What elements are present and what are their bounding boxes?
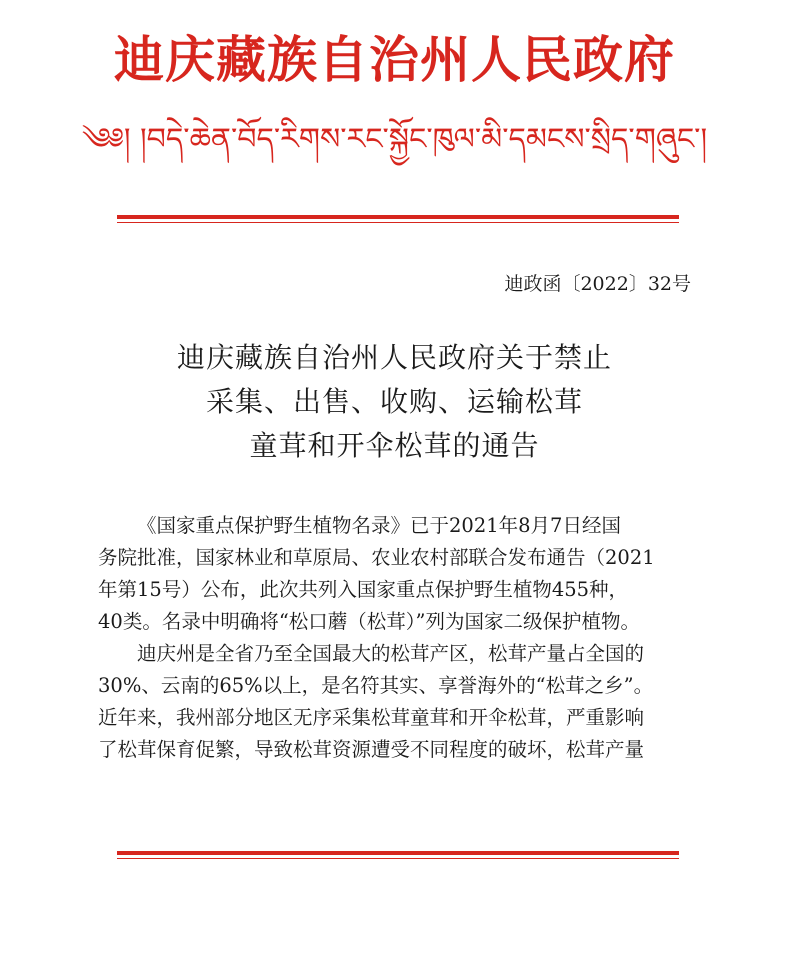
footer-rule-thin [117,858,679,859]
paragraph-line: 近年来，我州部分地区无序采集松茸童茸和开伞松茸，严重影响 [98,706,645,729]
document-body [98,510,694,766]
document-title-line: 迪庆藏族自治州人民政府关于禁止 [176,341,612,374]
paragraph-1 [98,510,694,638]
paragraph-line: 了松茸保育促繁，导致松茸资源遭受不同程度的破坏，松茸产量 [98,738,645,761]
header-rule-thick [117,215,679,219]
document-title [0,336,789,468]
paragraph-line: 迪庆州是全省乃至全国最大的松茸产区，松茸产量占全国的 [137,642,645,665]
paragraph-2 [98,638,694,766]
document-number: 迪政函〔2022〕32号 [504,273,691,295]
paragraph-line: 40类。名录中明确将“松口蘑（松茸）”列为国家二级保护植物。 [98,610,641,633]
paragraph-line: 30%、云南的65%以上，是名符其实、享誉海外的“松茸之乡”。 [98,674,654,697]
paragraph-line: 年第15号）公布，此次共列入国家重点保护野生植物455种， [98,578,629,601]
footer-rule-thick [117,851,679,855]
masthead-tibetan-title: ༄༅། །བདེ་ཆེན་བོད་རིགས་རང་སྐྱོང་ཁུལ་མི་དམངས་སྲིད་གཞུང་། [81,122,708,157]
header-rule [117,215,679,223]
header-rule-thin [117,222,679,223]
document-title-line: 采集、出售、收购、运输松茸 [205,385,583,418]
paragraph-line: 《国家重点保护野生植物名录》已于2021年8月7日经国 [137,514,621,537]
masthead-title: 迪庆藏族自治州人民政府 [114,31,675,89]
document-title-line: 童茸和开伞松茸的通告 [249,429,540,462]
footer-rule [117,851,679,859]
paragraph-line: 务院批准，国家林业和草原局、农业农村部联合发布通告（2021 [98,546,655,569]
